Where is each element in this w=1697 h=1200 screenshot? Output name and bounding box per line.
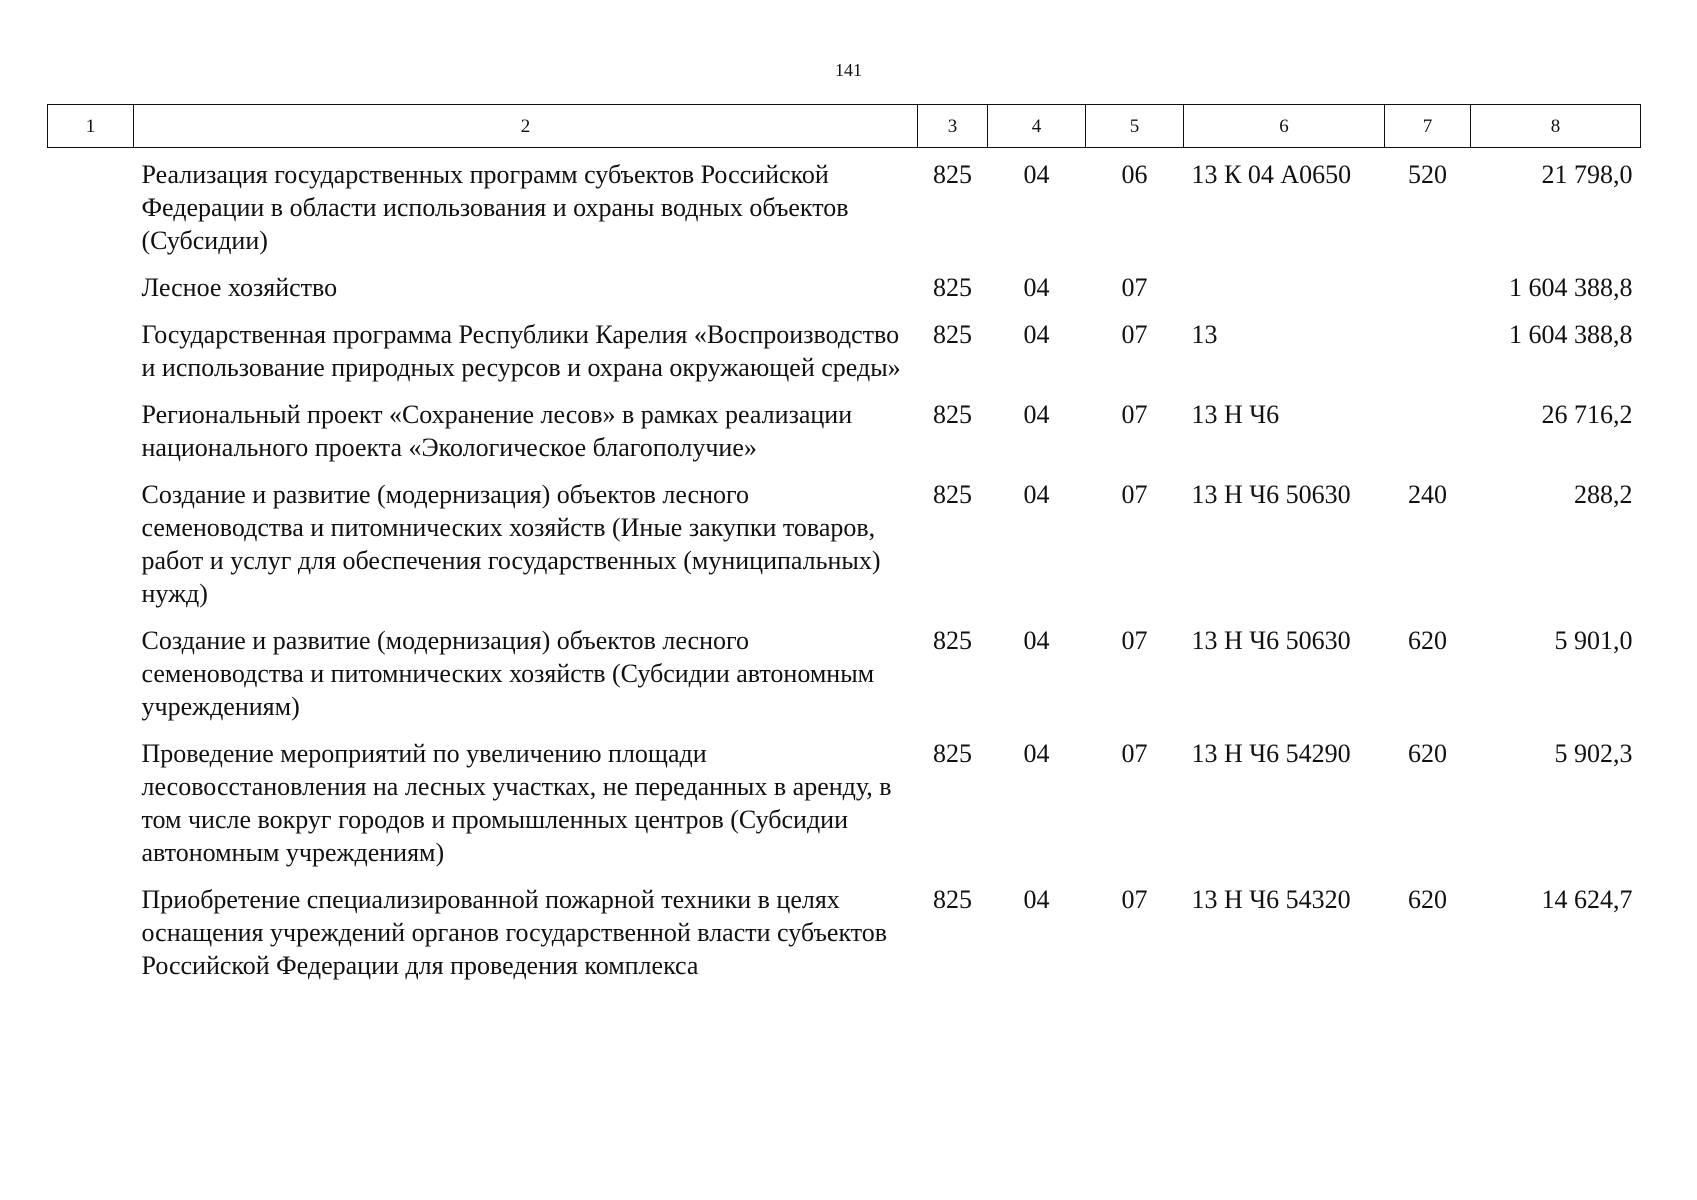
row-col-6: 13 Н Ч6 54290: [1191, 739, 1351, 768]
row-col-6: 13 Н Ч6 54320: [1191, 885, 1351, 914]
row-col-4: 04: [1023, 626, 1050, 655]
row-col-7: 620: [1408, 626, 1447, 655]
row-col-5: 07: [1121, 273, 1148, 302]
row-col-7: [1385, 308, 1471, 388]
row-col-3: 825: [933, 885, 972, 914]
row-col-4: 04: [1023, 273, 1050, 302]
row-amount: 1 604 388,8: [1509, 273, 1633, 302]
row-name: Реализация государственных программ субъектов Российской Федерации в области использования и охраны водных объектов (Субсидии): [141, 160, 849, 255]
row-col-6: 13 Н Ч6 50630: [1191, 626, 1351, 655]
row-col-1: [48, 388, 134, 468]
row-col-4: 04: [1023, 160, 1050, 189]
row-col-6: 13 Н Ч6 50630: [1191, 480, 1351, 509]
row-col-1: [48, 614, 134, 727]
row-amount: 1 604 388,8: [1509, 320, 1633, 349]
row-amount: 288,2: [1574, 480, 1633, 509]
row-name: Приобретение специализированной пожарной техники в целях оснащения учреждений органов государственной власти субъектов Российской Федерации для проведения комплекса: [141, 885, 888, 980]
row-col-6: 13 К 04 А0650: [1191, 160, 1352, 189]
row-name: Государственная программа Республики Карелия «Воспроизводство и использование природных ресурсов и охрана окружающей среды»: [141, 320, 901, 382]
row-col-3: 825: [933, 739, 972, 768]
row-col-7: [1385, 261, 1471, 308]
row-col-3: 825: [933, 273, 972, 302]
row-col-7: 240: [1408, 480, 1447, 509]
row-col-1: [48, 468, 134, 614]
row-col-3: 825: [933, 626, 972, 655]
row-col-4: 04: [1023, 320, 1050, 349]
table-row: [48, 873, 1641, 986]
row-col-6: 13: [1191, 320, 1218, 349]
row-name: Лесное хозяйство: [141, 273, 338, 302]
table-row: [48, 148, 1641, 262]
row-col-1: [48, 308, 134, 388]
row-col-3: 825: [933, 480, 972, 509]
header-col-3: 3: [918, 105, 988, 148]
header-col-1: 1: [48, 105, 134, 148]
row-col-5: 07: [1121, 320, 1148, 349]
row-col-4: 04: [1023, 400, 1050, 429]
table-header: [48, 105, 1641, 148]
row-col-7: 620: [1408, 739, 1447, 768]
table-row: [48, 388, 1641, 468]
table-row: [48, 308, 1641, 388]
row-amount: 5 902,3: [1554, 739, 1633, 768]
row-col-5: 07: [1121, 480, 1148, 509]
header-col-2: 2: [134, 105, 918, 148]
table-row: [48, 614, 1641, 727]
row-col-5: 06: [1121, 160, 1148, 189]
row-col-3: 825: [933, 160, 972, 189]
row-col-1: [48, 261, 134, 308]
row-col-6: [1184, 261, 1385, 308]
table-row: [48, 727, 1641, 873]
row-col-3: 825: [933, 320, 972, 349]
row-name: Создание и развитие (модернизация) объектов лесного семеноводства и питомнических хозяйств (Субсидии автономным учреждениям): [141, 626, 875, 721]
header-row: [48, 105, 1641, 148]
row-col-7: 520: [1408, 160, 1447, 189]
row-col-1: [48, 148, 134, 262]
row-col-5: 07: [1121, 739, 1148, 768]
header-col-7: 7: [1385, 105, 1471, 148]
row-col-4: 04: [1023, 480, 1050, 509]
row-name: Создание и развитие (модернизация) объектов лесного семеноводства и питомнических хозяйств (Иные закупки товаров, работ и услуг для обеспечения государственных (муниципальных) нужд): [141, 480, 881, 608]
header-col-8: 8: [1471, 105, 1641, 148]
page-number: 141: [835, 60, 862, 80]
row-amount: 21 798,0: [1541, 160, 1633, 189]
table-body: [48, 148, 1641, 987]
row-col-1: [48, 727, 134, 873]
row-col-4: 04: [1023, 885, 1050, 914]
header-col-6: 6: [1184, 105, 1385, 148]
header-col-5: 5: [1086, 105, 1184, 148]
row-name: Региональный проект «Сохранение лесов» в рамках реализации национального проекта «Экологическое благополучие»: [141, 400, 853, 462]
row-col-1: [48, 873, 134, 986]
header-col-4: 4: [988, 105, 1086, 148]
row-amount: 14 624,7: [1541, 885, 1633, 914]
row-amount: 26 716,2: [1541, 400, 1633, 429]
row-col-3: 825: [933, 400, 972, 429]
row-amount: 5 901,0: [1554, 626, 1633, 655]
row-col-6: 13 Н Ч6: [1191, 400, 1280, 429]
row-col-5: 07: [1121, 400, 1148, 429]
table-row: [48, 468, 1641, 614]
table-row: [48, 261, 1641, 308]
row-col-5: 07: [1121, 626, 1148, 655]
row-col-4: 04: [1023, 739, 1050, 768]
row-name: Проведение мероприятий по увеличению площади лесовосстановления на лесных участках, не переданных в аренду, в том числе вокруг городов и промышленных центров (Субсидии автономным учреждениям): [141, 739, 892, 867]
row-col-7: 620: [1408, 885, 1447, 914]
budget-table: [47, 104, 1641, 986]
row-col-5: 07: [1121, 885, 1148, 914]
row-col-7: [1385, 388, 1471, 468]
